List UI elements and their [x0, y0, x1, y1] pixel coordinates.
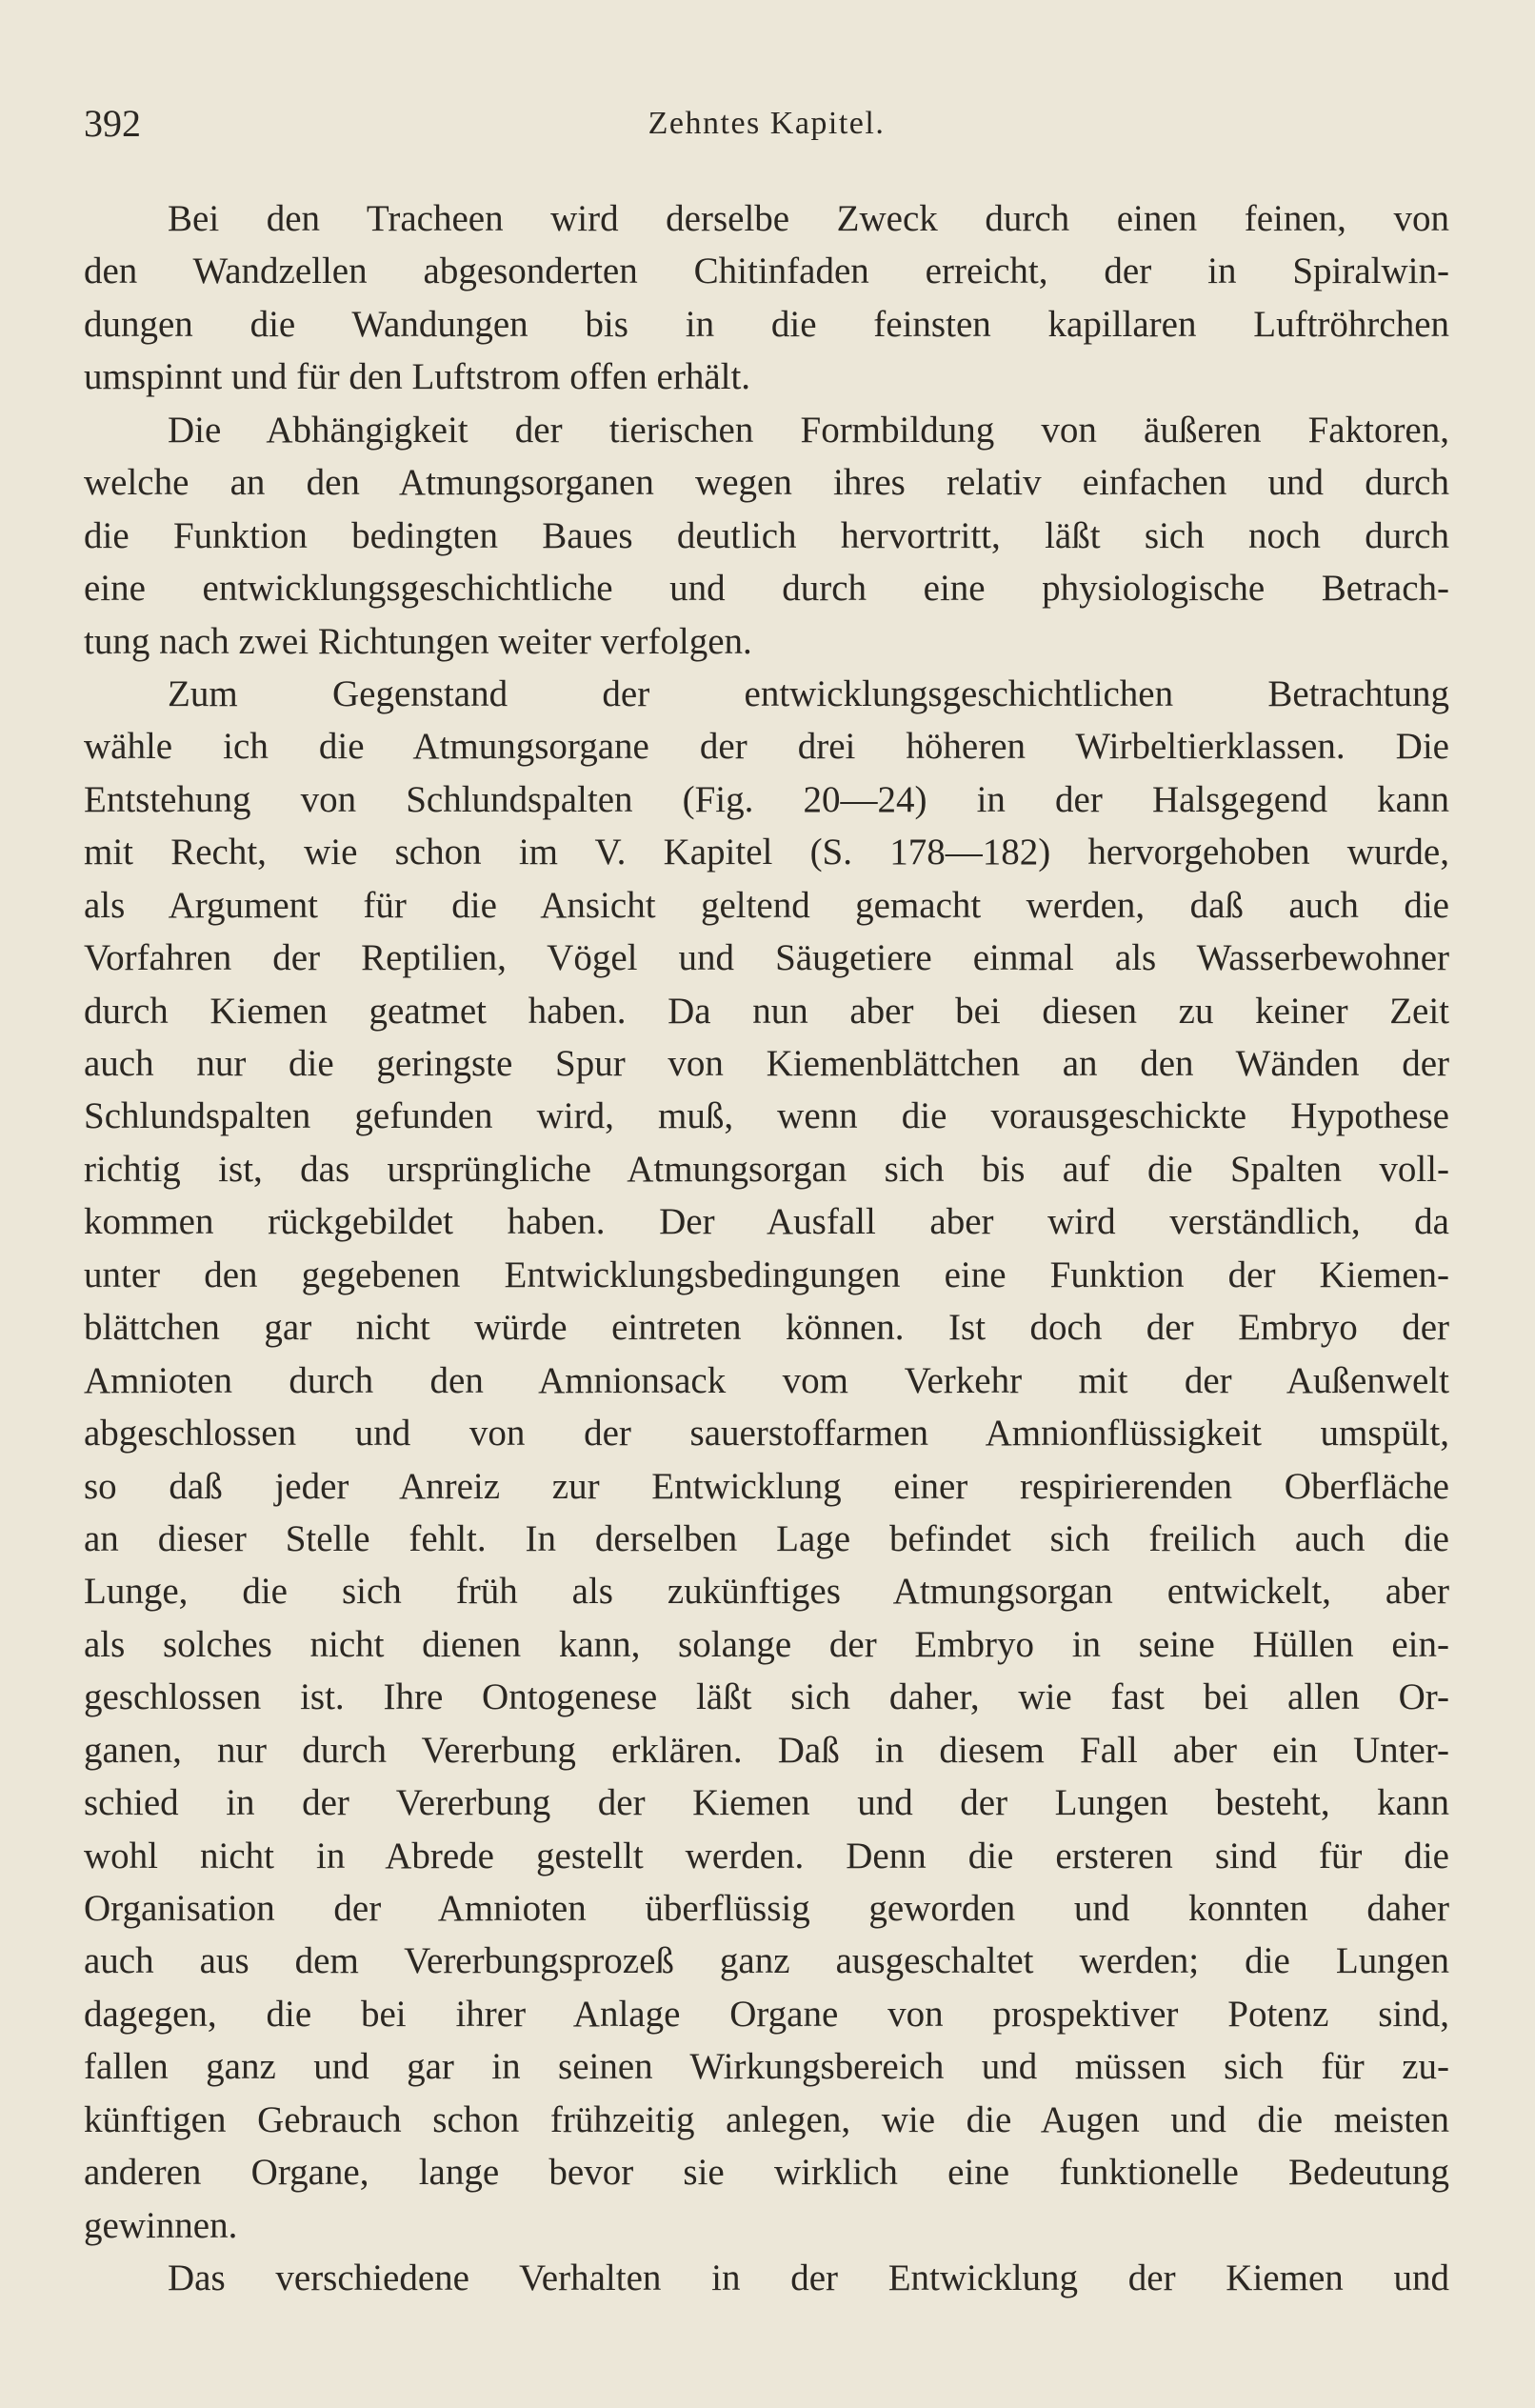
- text-line: anderen Organe, lange bevor sie wirklich eine funktionelle Bedeutung: [84, 2152, 1449, 2194]
- text-line: gewinnen.: [84, 2204, 238, 2246]
- text-line: als solches nicht dienen kann, solange der Embryo in seine Hüllen ein-: [84, 1623, 1449, 1665]
- page-header: [84, 95, 1449, 152]
- text-line: auch nur die geringste Spur von Kiemenblättchen an den Wänden der: [84, 1043, 1449, 1084]
- page-number: 392: [84, 102, 141, 145]
- text-line: richtig ist, das ursprüngliche Atmungsorgan sich bis auf die Spalten voll-: [84, 1148, 1449, 1190]
- text-line: Die Abhängigkeit der tierischen Formbildung von äußeren Faktoren,: [168, 409, 1449, 451]
- text-line: unter den gegebenen Entwicklungsbedingungen eine Funktion der Kiemen-: [84, 1254, 1449, 1295]
- text-line: welche an den Atmungsorganen wegen ihres relativ einfachen und durch: [84, 462, 1449, 504]
- text-line: Entstehung von Schlundspalten (Fig. 20—24) in der Halsgegend kann: [84, 778, 1449, 820]
- body-text: [84, 192, 1449, 2305]
- text-line: tung nach zwei Richtungen weiter verfolgen.: [84, 620, 752, 662]
- text-line: ganen, nur durch Vererbung erklären. Daß in diesem Fall aber ein Unter-: [84, 1729, 1449, 1771]
- text-line: Zum Gegenstand der entwicklungsgeschichtlichen Betrachtung: [168, 672, 1449, 714]
- text-line: dagegen, die bei ihrer Anlage Organe von prospektiver Potenz sind,: [84, 1993, 1449, 2035]
- text-line: auch aus dem Vererbungsprozeß ganz ausgeschaltet werden; die Lungen: [84, 1940, 1449, 1982]
- text-line: fallen ganz und gar in seinen Wirkungsbereich und müssen sich für zu-: [84, 2046, 1449, 2088]
- running-head: Zehntes Kapitel.: [648, 106, 886, 141]
- text-line: kommen rückgebildet haben. Der Ausfall aber wird verständlich, da: [84, 1201, 1449, 1243]
- text-line: Lunge, die sich früh als zukünftiges Atmungsorgan entwickelt, aber: [84, 1571, 1449, 1613]
- text-line: schied in der Vererbung der Kiemen und der Lungen besteht, kann: [84, 1782, 1449, 1824]
- text-line: künftigen Gebrauch schon frühzeitig anlegen, wie die Augen und die meisten: [84, 2098, 1449, 2140]
- text-line: geschlossen ist. Ihre Ontogenese läßt sich daher, wie fast bei allen Or-: [84, 1676, 1449, 1718]
- text-line: Das verschiedene Verhalten in der Entwicklung der Kiemen und: [168, 2258, 1449, 2299]
- text-line: so daß jeder Anreiz zur Entwicklung einer respirierenden Oberfläche: [84, 1465, 1449, 1507]
- text-line: den Wandzellen abgesonderten Chitinfaden erreicht, der in Spiralwin-: [84, 251, 1449, 292]
- text-line: Organisation der Amnioten überflüssig geworden und konnten daher: [84, 1888, 1449, 1929]
- text-line: an dieser Stelle fehlt. In derselben Lage befindet sich freilich auch die: [84, 1517, 1449, 1559]
- text-line: Vorfahren der Reptilien, Vögel und Säugetiere einmal als Wasserbewohner: [84, 937, 1449, 979]
- text-line: als Argument für die Ansicht geltend gemacht werden, daß auch die: [84, 884, 1449, 926]
- text-line: umspinnt und für den Luftstrom offen erhält.: [84, 356, 751, 398]
- text-line: wähle ich die Atmungsorgane der drei höheren Wirbeltierklassen. Die: [84, 726, 1449, 768]
- text-line: abgeschlossen und von der sauerstoffarmen Amnionflüssigkeit umspült,: [84, 1413, 1449, 1455]
- text-line: Bei den Tracheen wird derselbe Zweck durch einen feinen, von: [168, 198, 1449, 239]
- text-line: blättchen gar nicht würde eintreten können. Ist doch der Embryo der: [84, 1307, 1449, 1349]
- text-line: wohl nicht in Abrede gestellt werden. Denn die ersteren sind für die: [84, 1835, 1449, 1876]
- text-line: eine entwicklungsgeschichtliche und durch eine physiologische Betrach-: [84, 568, 1449, 610]
- text-line: die Funktion bedingten Baues deutlich hervortritt, läßt sich noch durch: [84, 514, 1449, 556]
- text-line: dungen die Wandungen bis in die feinsten kapillaren Luftröhrchen: [84, 303, 1449, 345]
- text-line: Amnioten durch den Amnionsack vom Verkehr mit der Außenwelt: [84, 1359, 1449, 1401]
- text-line: Schlundspalten gefunden wird, muß, wenn die vorausgeschickte Hypothese: [84, 1095, 1449, 1137]
- text-line: mit Recht, wie schon im V. Kapitel (S. 178—182) hervorgehoben wurde,: [84, 832, 1449, 873]
- text-line: durch Kiemen geatmet haben. Da nun aber bei diesen zu keiner Zeit: [84, 990, 1449, 1032]
